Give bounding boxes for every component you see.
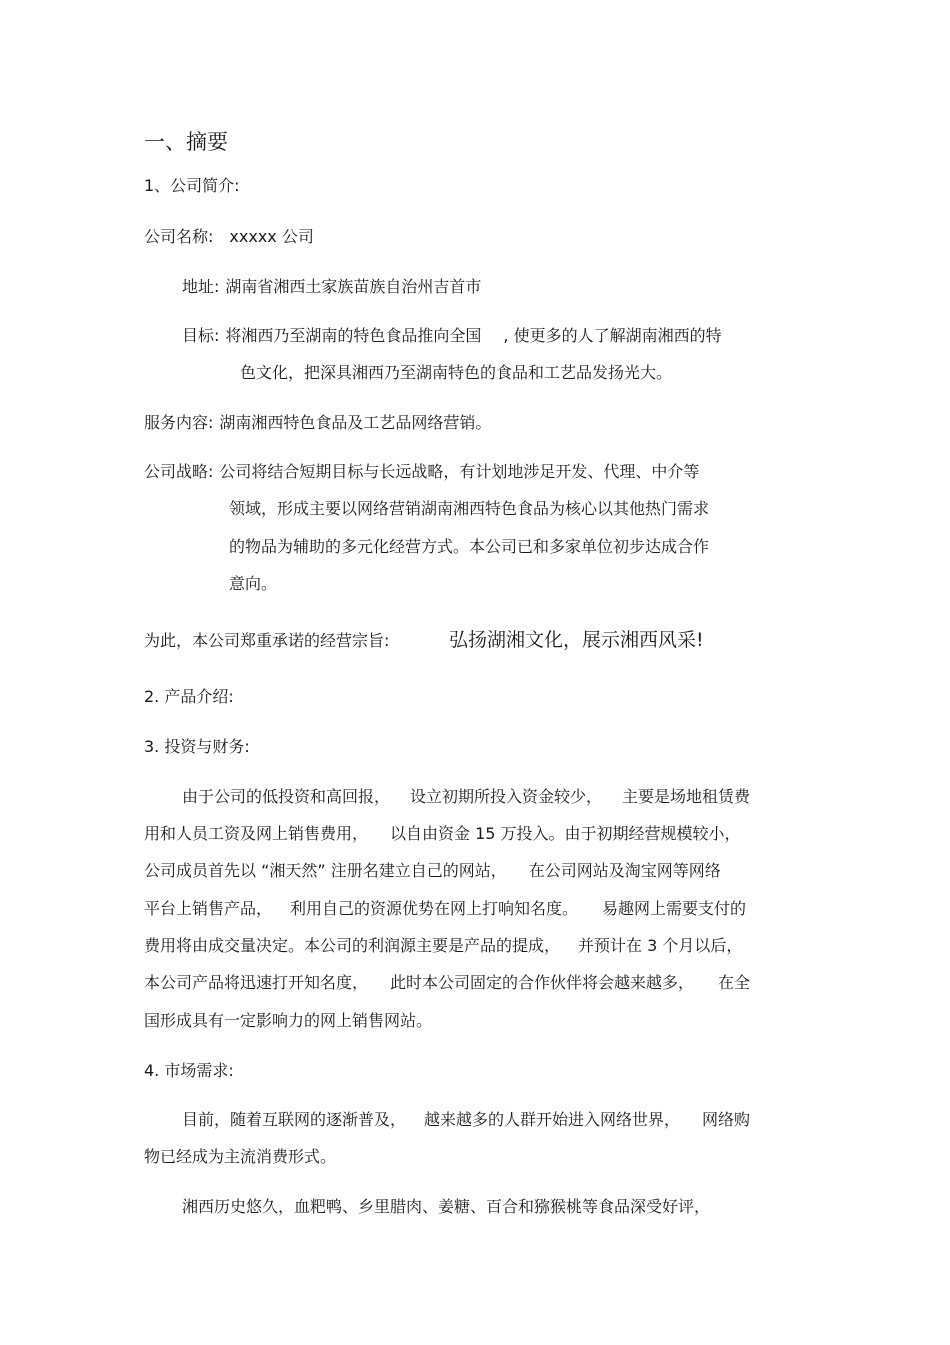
text-segment: 用和人员工资及网上销售费用， — [144, 824, 369, 843]
investment-line-4 — [144, 899, 746, 919]
text-segment: 费用将由成交量决定。本公司的利润源主要是产品的提成， — [144, 936, 561, 955]
service-value: 湖南湘西特色食品及工艺品网络营销。 — [219, 413, 492, 432]
goal-text-2: 色文化，把深具湘西乃至湖南特色的食品和工艺品发扬光大。 — [240, 363, 673, 382]
goal-row — [182, 326, 722, 346]
text-segment: 在公司网站及淘宝网等网络 — [528, 861, 721, 880]
investment-line-3 — [144, 861, 721, 881]
motto-label: 为此，本公司郑重承诺的经营宗旨: — [144, 631, 390, 650]
strategy-text-2: 领域，形成主要以网络营销湖南湘西特色食品为核心以其他热门需求 — [229, 499, 710, 518]
investment-heading: 3. 投资与财务: — [144, 737, 250, 756]
investment-line-2 — [144, 824, 741, 844]
address-value: 湖南省湘西土家族苗族自治州吉首市 — [225, 277, 482, 296]
strategy-text-3: 的物品为辅助的多元化经营方式。本公司已和多家单位初步达成合作 — [229, 537, 710, 556]
investment-line-1 — [182, 787, 750, 807]
motto-value: 弘扬湖湘文化，展示湘西风采! — [449, 629, 704, 651]
company-name-label: 公司名称: — [144, 227, 214, 246]
company-name-row — [144, 227, 314, 247]
investment-line-6 — [144, 973, 750, 993]
market-line-3: 湘西历史悠久，血粑鸭、乡里腊肉、姜糖、百合和猕猴桃等食品深受好评， — [182, 1197, 711, 1216]
strategy-label: 公司战略: — [144, 462, 214, 481]
address-row — [182, 277, 481, 297]
service-label: 服务内容: — [144, 413, 214, 432]
text-segment: 易趣网上需要支付的 — [602, 899, 747, 918]
company-intro-heading: 1、公司简介: — [144, 176, 240, 195]
address-label: 地址: — [182, 277, 220, 296]
text-segment: 本公司产品将迅速打开知名度， — [144, 973, 369, 992]
strategy-text-1: 公司将结合短期目标与长远战略，有计划地涉足开发、代理、中介等 — [219, 462, 700, 481]
product-heading: 2. 产品介绍: — [144, 687, 234, 706]
text-segment: 在全 — [718, 973, 751, 992]
market-line-1 — [182, 1110, 750, 1130]
service-row — [144, 413, 491, 433]
text-segment: 设立初期所投入资金较少， — [410, 787, 603, 806]
text-segment: 主要是场地租赁费 — [622, 787, 751, 806]
text-segment: 国形成具有一定影响力的网上销售网站。 — [144, 1011, 433, 1030]
investment-line-5 — [144, 936, 742, 956]
market-line-2: 物已经成为主流消费形式。 — [144, 1147, 337, 1166]
text-segment: 此时本公司固定的合作伙伴将会越来越多， — [390, 973, 695, 992]
section-title: 一、摘要 — [144, 130, 228, 154]
text-segment: 利用自己的资源优势在网上打响知名度。 — [290, 899, 579, 918]
company-name-value: xxxxx 公司 — [229, 227, 314, 246]
goal-text-1a: 将湘西乃至湖南的特色食品推向全国 — [225, 326, 482, 345]
text-segment: 越来越多的人群开始进入网络世界， — [424, 1110, 681, 1129]
text-segment: 平台上销售产品， — [144, 899, 273, 918]
text-segment: 并预计在 3 个月以后， — [578, 936, 743, 955]
text-segment: 由于公司的低投资和高回报， — [182, 787, 391, 806]
text-segment: 目前，随着互联网的逐渐普及， — [182, 1110, 407, 1129]
goal-label: 目标: — [182, 326, 220, 345]
market-heading: 4. 市场需求: — [144, 1061, 234, 1080]
text-segment: 以自由资金 15 万投入。由于初期经营规模较小， — [390, 824, 741, 843]
investment-line-7 — [144, 1011, 432, 1031]
text-segment: 网络购 — [702, 1110, 751, 1129]
strategy-text-4: 意向。 — [229, 574, 278, 593]
text-segment: 公司成员首先以 “湘天然” 注册名建立自己的网站， — [144, 861, 507, 880]
strategy-row — [144, 462, 699, 482]
goal-text-1b: , 使更多的人了解湖南湘西的特 — [503, 326, 722, 345]
